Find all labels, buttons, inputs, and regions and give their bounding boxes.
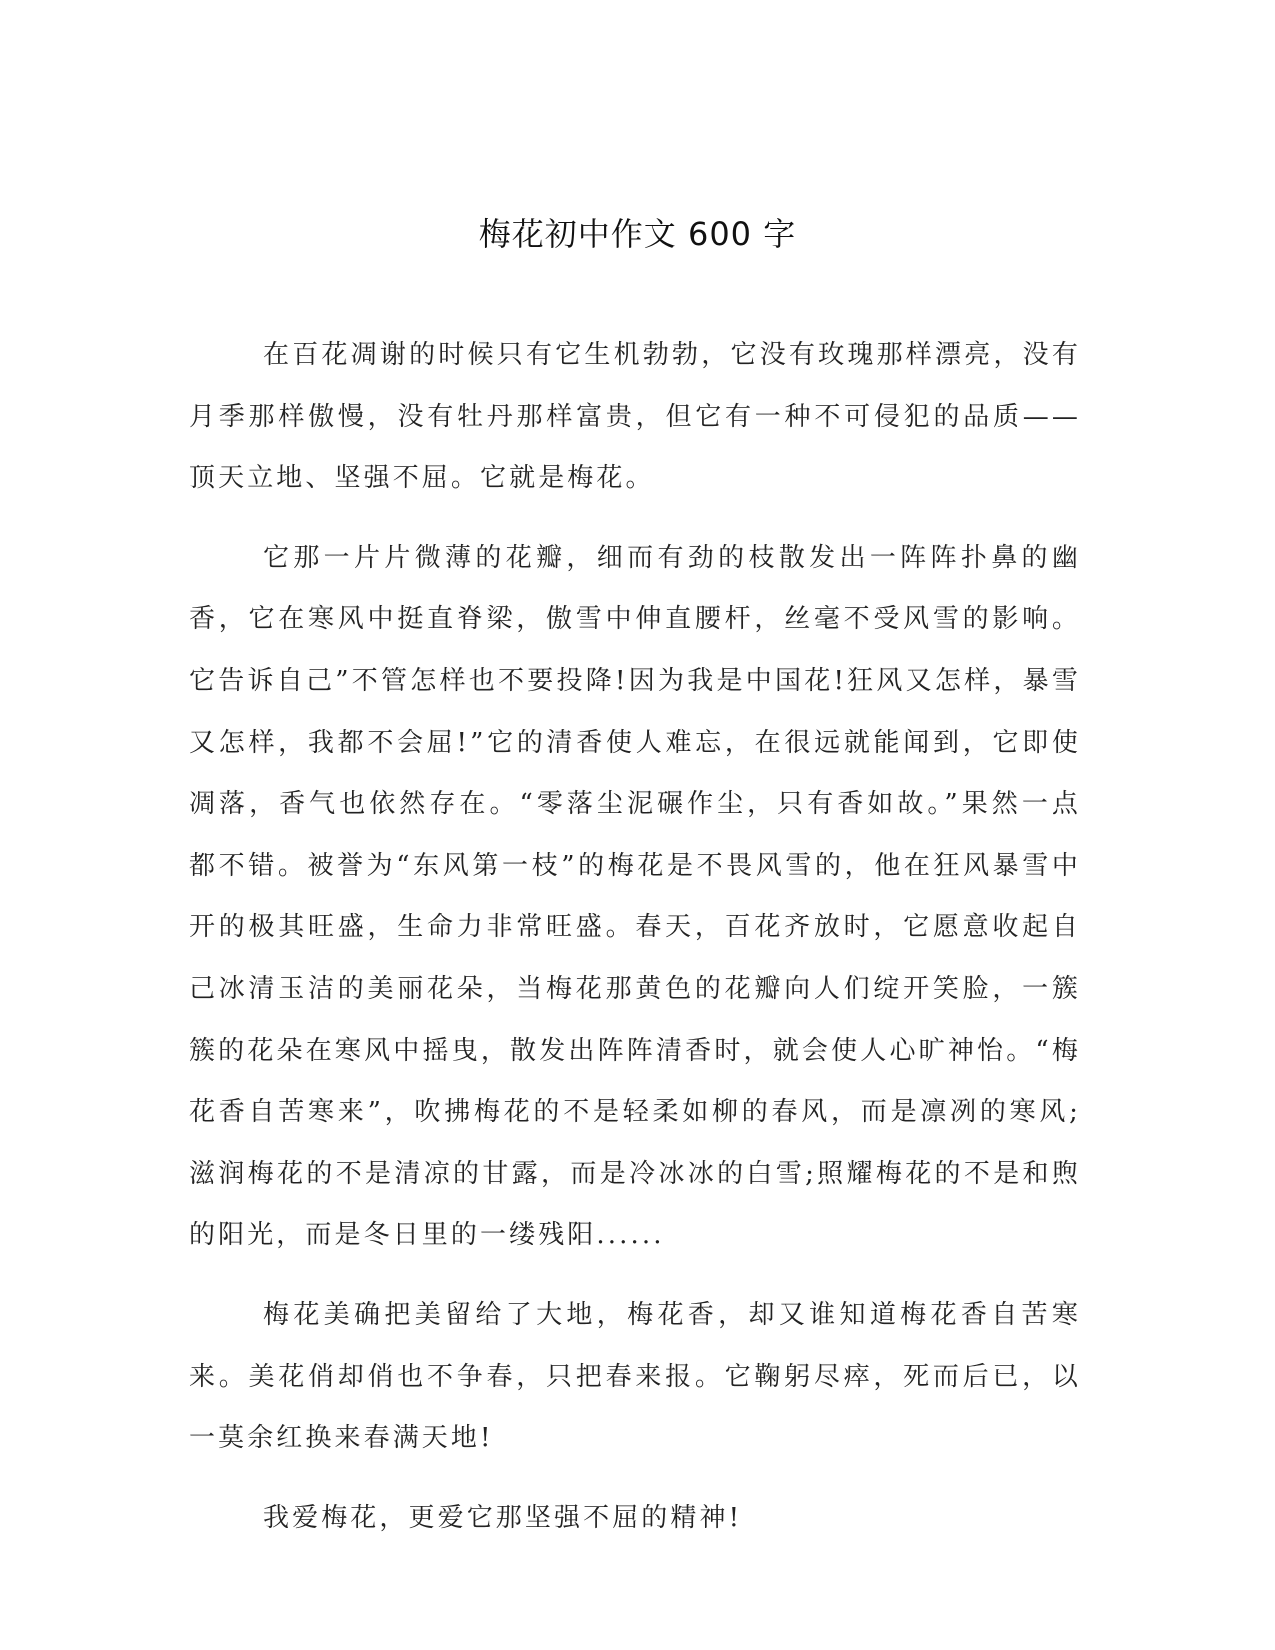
paragraph-3: 梅花美确把美留给了大地，梅花香，却又谁知道梅花香自苦寒来。美花俏却俏也不争春，只把春来报。它鞠躬尽瘁，死而后已，以一莫余红换来春满天地! — [189, 1299, 1081, 1454]
essay-title: 梅花初中作文 600 字 — [478, 215, 797, 253]
paragraph-4: 我爱梅花，更爱它那坚强不屈的精神! — [263, 1502, 743, 1533]
paragraph-1: 在百花凋谢的时候只有它生机勃勃，它没有玫瑰那样漂亮，没有月季那样傲慢，没有牡丹那样富贵，但它有一种不可侵犯的品质——顶天立地、坚强不屈。它就是梅花。 — [189, 340, 1081, 494]
paragraph-2: 它那一片片微薄的花瓣，细而有劲的枝散发出一阵阵扑鼻的幽香，它在寒风中挺直脊梁，傲雪中伸直腰杆，丝毫不受风雪的影响。它告诉自己”不管怎样也不要投降!因为我是中国花!狂风又怎样，暴雪又怎样，我都不会屈!”它的清香使人难忘，在很远就能闻到，它即使凋落，香气也依然存在。“零落尘泥碾作尘，只有香如故。”果然一点都不错。被誉为“东风第一枝”的梅花是不畏风雪的，他在狂风暴雪中开的极其旺盛，生命力非常旺盛。春天，百花齐放时，它愿意收起自己冰清玉洁的美丽花朵，当梅花那黄色的花瓣向人们绽开笑脸，一簇簇的花朵在寒风中摇曳，散发出阵阵清香时，就会使人心旷神怡。“梅花香自苦寒来”，吹拂梅花的不是轻柔如柳的春风，而是凛冽的寒风;滋润梅花的不是清凉的甘露，而是冷冰冰的白雪;照耀梅花的不是和煦的阳光，而是冬日里的一缕残阳...... — [189, 542, 1081, 1251]
essay-body — [189, 325, 1081, 1567]
